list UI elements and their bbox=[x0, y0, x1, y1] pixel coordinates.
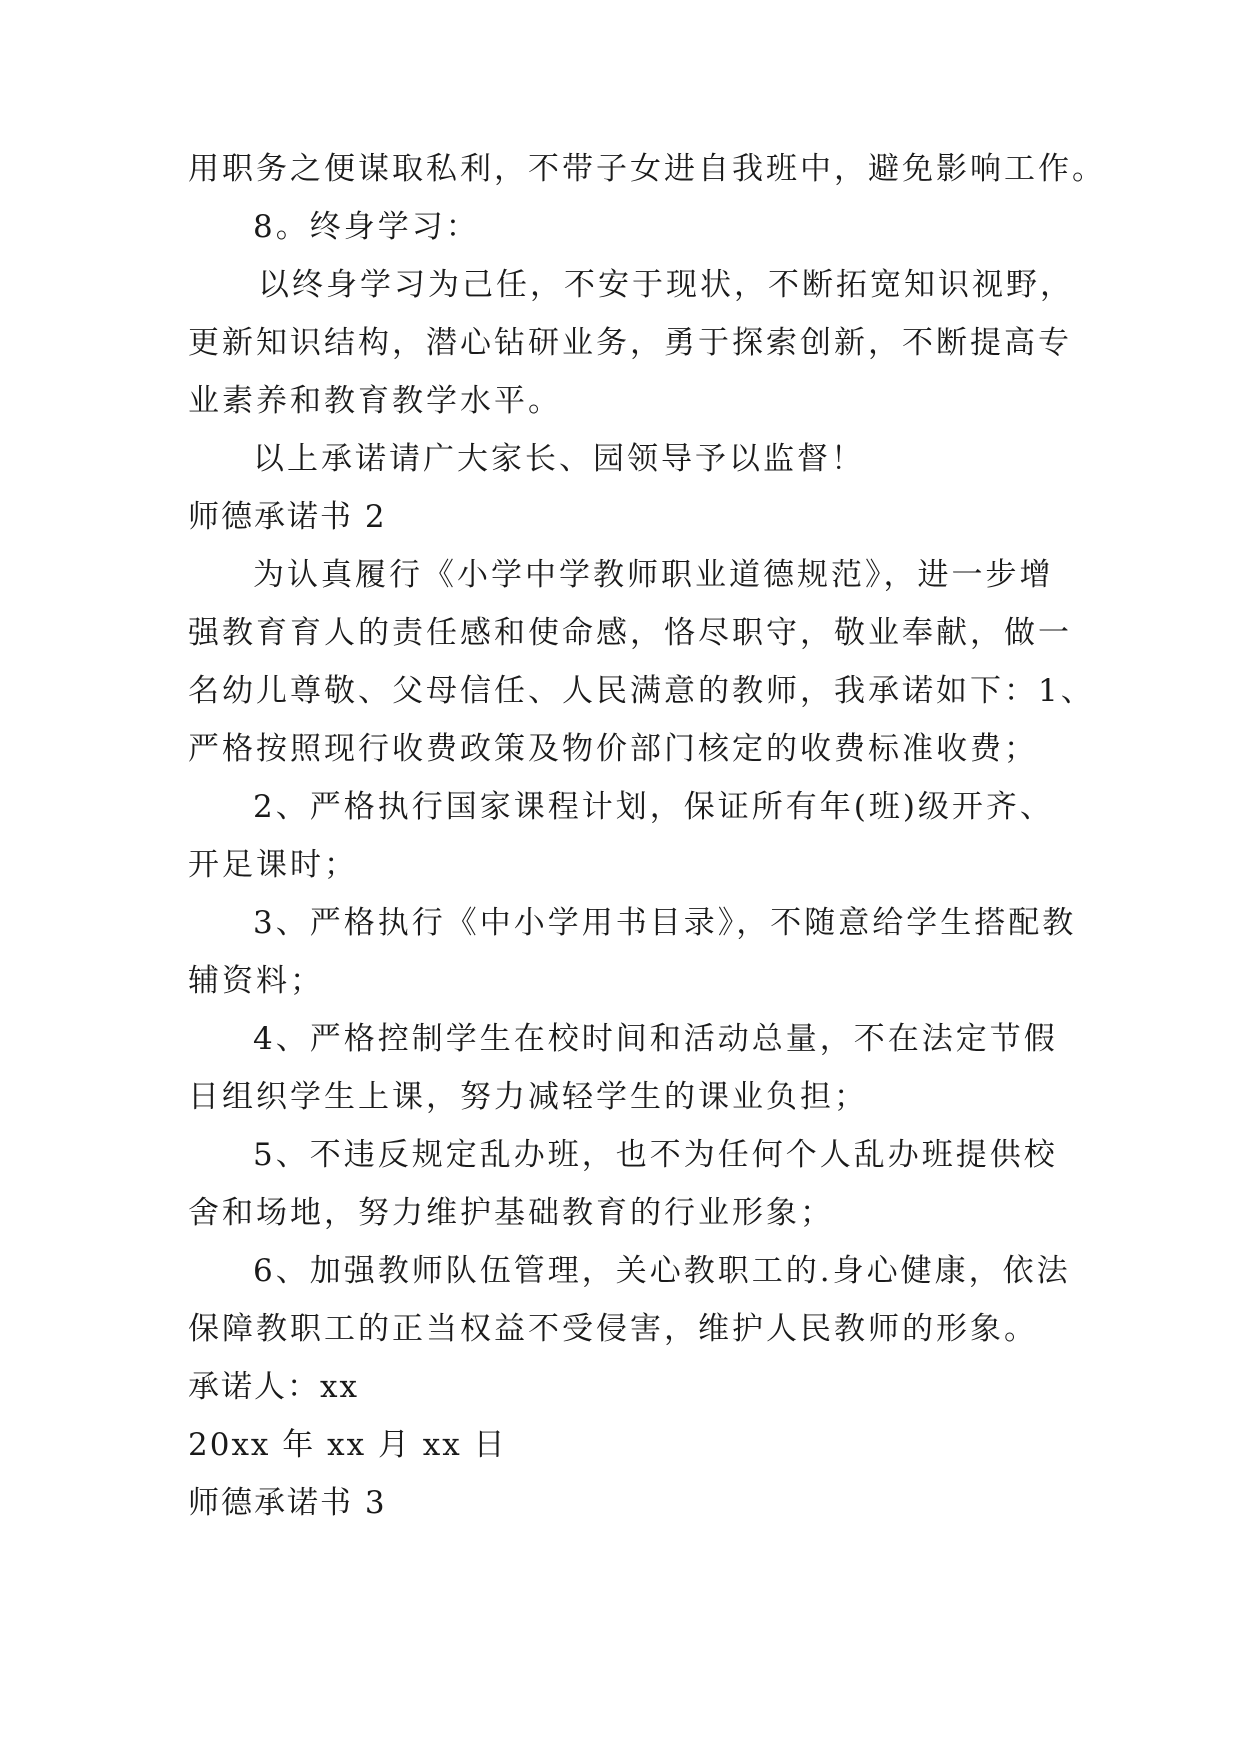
text-line: 更新知识结构，潜心钻研业务，勇于探索创新，不断提高专 bbox=[188, 325, 1072, 361]
list-item-3: 3、严格执行《中小学用书目录》，不随意给学生搭配教 bbox=[253, 905, 1077, 941]
text-line: 强教育育人的责任感和使命感，恪尽职守，敬业奉献，做一 bbox=[188, 615, 1072, 651]
text-line: 以终身学习为己任，不安于现状，不断拓宽知识视野， bbox=[258, 267, 1074, 303]
list-item-2: 2、严格执行国家课程计划，保证所有年(班)级开齐、 bbox=[253, 789, 1054, 825]
section-heading-lifelong-learning: 8。终身学习： bbox=[253, 209, 480, 245]
text-line: 名幼儿尊敬、父母信任、人民满意的教师，我承诺如下：1、 bbox=[188, 673, 1095, 709]
text-line: 严格按照现行收费政策及物价部门核定的收费标准收费； bbox=[188, 731, 1038, 767]
list-item-5: 5、不违反规定乱办班，也不为任何个人乱办班提供校 bbox=[253, 1137, 1058, 1173]
text-line: 日组织学生上课，努力减轻学生的课业负担； bbox=[188, 1079, 868, 1115]
document-heading-2: 师德承诺书 2 bbox=[188, 499, 387, 535]
text-line: 业素养和教育教学水平。 bbox=[188, 383, 562, 419]
text-line: 用职务之便谋取私利，不带子女进自我班中，避免影响工作。 bbox=[188, 151, 1106, 187]
list-item-6: 6、加强教师队伍管理，关心教职工的.身心健康，依法 bbox=[253, 1253, 1071, 1289]
signatory-line: 承诺人：xx bbox=[188, 1369, 359, 1405]
text-line: 以上承诺请广大家长、园领导予以监督！ bbox=[253, 441, 865, 477]
date-line: 20xx 年 xx 月 xx 日 bbox=[188, 1427, 507, 1463]
text-line: 开足课时； bbox=[188, 847, 358, 883]
text-line: 辅资料； bbox=[188, 963, 324, 999]
text-line: 保障教职工的正当权益不受侵害，维护人民教师的形象。 bbox=[188, 1311, 1038, 1347]
text-line: 舍和场地，努力维护基础教育的行业形象； bbox=[188, 1195, 834, 1231]
text-line: 为认真履行《小学中学教师职业道德规范》，进一步增 bbox=[253, 557, 1054, 593]
document-heading-3: 师德承诺书 3 bbox=[188, 1485, 387, 1521]
list-item-4: 4、严格控制学生在校时间和活动总量，不在法定节假 bbox=[253, 1021, 1058, 1057]
